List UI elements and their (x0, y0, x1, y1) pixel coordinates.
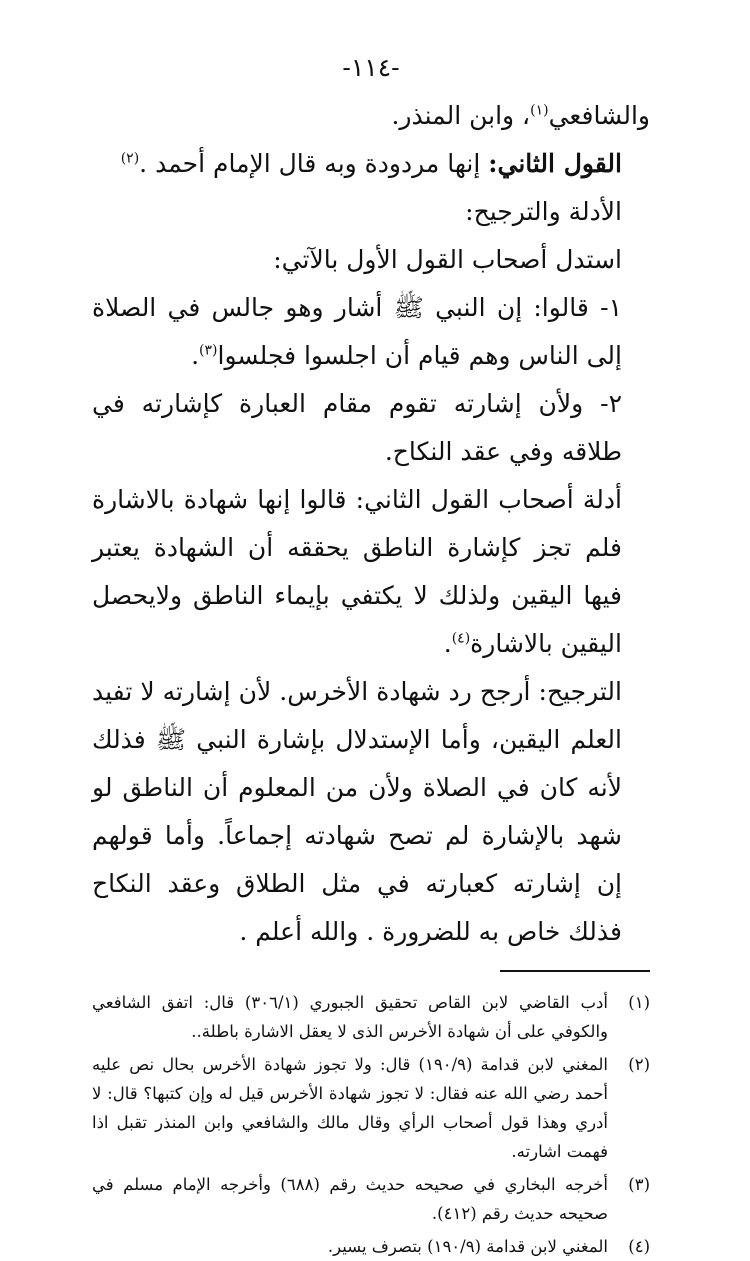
paragraph-2 (92, 140, 650, 188)
paragraph-5-end: . (191, 341, 200, 370)
paragraph-5 (92, 284, 650, 380)
footnote-1 (92, 988, 650, 1046)
footnote-text: المغني لابن قدامة (١٩٠/٩) قال: ولا تجوز شهادة الأخرس بحال نص عليه أحمد رضي الله عنه فقال: لا تجوز شهادة الأخرس قيل له وإن كتبها؟ قال: لا أدري وهذا قول أصحاب الرأي وقال مالك والشافعي وابن المنذر تقبل اذا فهمت اشارته. (92, 1055, 608, 1161)
footnote-number: (٤) (628, 1237, 650, 1256)
paragraph-4: استدل أصحاب القول الأول بالآتي: (273, 245, 622, 274)
footnotes (92, 988, 650, 1261)
footnote-number: (٣) (628, 1175, 650, 1194)
paragraph-1-rest: ، وابن المنذر. (391, 101, 531, 130)
footnote-number: (١) (628, 993, 650, 1012)
section-heading: الأدلة والترجيح: (465, 197, 622, 226)
footnote-2 (92, 1050, 650, 1166)
paragraph-1-text: والشافعي (548, 101, 650, 130)
main-text (92, 92, 650, 956)
paragraph-7-end: . (443, 629, 452, 658)
paragraph-1 (92, 92, 650, 140)
footnote-ref-2: (٢) (120, 150, 140, 167)
footnote-ref-1: (١) (530, 102, 549, 119)
footnote-text: أخرجه البخاري في صحيحه حديث رقم (٦٨٨) وأخرجه الإمام مسلم في صحيحه حديث رقم (٤١٢). (92, 1175, 608, 1223)
footnote-ref-3: (٣) (199, 342, 218, 359)
footnote-text: أدب القاضي لابن القاص تحقيق الجبوري (٣٠٦/١) قال: اتفق الشافعي والكوفي على أن شهادة الأخرس الذى لا يعقل الاشارة باطلة.. (92, 993, 608, 1041)
page-number: -١١٤- (342, 53, 400, 82)
paragraph-5-text: ١- قالوا: إن النبي ﷺ أشار وهو جالس في الصلاة إلى الناس وهم قيام أن اجلسوا فجلسوا (92, 293, 622, 370)
footnote-number: (٢) (628, 1055, 650, 1074)
paragraph-6: ٢- ولأن إشارته تقوم مقام العبارة كإشارته في طلاقه وفي عقد النكاح. (92, 389, 622, 466)
second-opinion-label: القول الثاني: (488, 149, 622, 178)
footnote-text: المغني لابن قدامة (١٩٠/٩) بتصرف يسير. (327, 1237, 608, 1256)
paragraph-8: الترجيح: أرجح رد شهادة الأخرس. لأن إشارته لا تفيد العلم اليقين، وأما الإستدلال بإشارة النبي ﷺ فذلك لأنه كان في الصلاة ولأن من المعلوم أن الناطق لو شهد بالإشارة لم تصح شهادته إجماعاً. وأما قولهم إن إشارته كعبارته في مثل الطلاق وعقد النكاح فذلك خاص به للضرورة . والله أعلم . (92, 677, 622, 946)
paragraph-7-text: أدلة أصحاب القول الثاني: قالوا إنها شهادة بالاشارة فلم تجز كإشارة الناطق يحققه أن الشهادة يعتبر فيها اليقين ولذلك لا يكتفي بإيماء الناطق ولايحصل اليقين بالاشارة (92, 485, 622, 658)
paragraph-7 (92, 476, 650, 668)
footnote-divider (500, 970, 650, 972)
paragraph-2-text: إنها مردودة وبه قال الإمام أحمد . (139, 149, 489, 178)
footnote-4 (92, 1232, 650, 1261)
footnote-ref-4: (٤) (451, 630, 471, 647)
footnote-3 (92, 1170, 650, 1228)
